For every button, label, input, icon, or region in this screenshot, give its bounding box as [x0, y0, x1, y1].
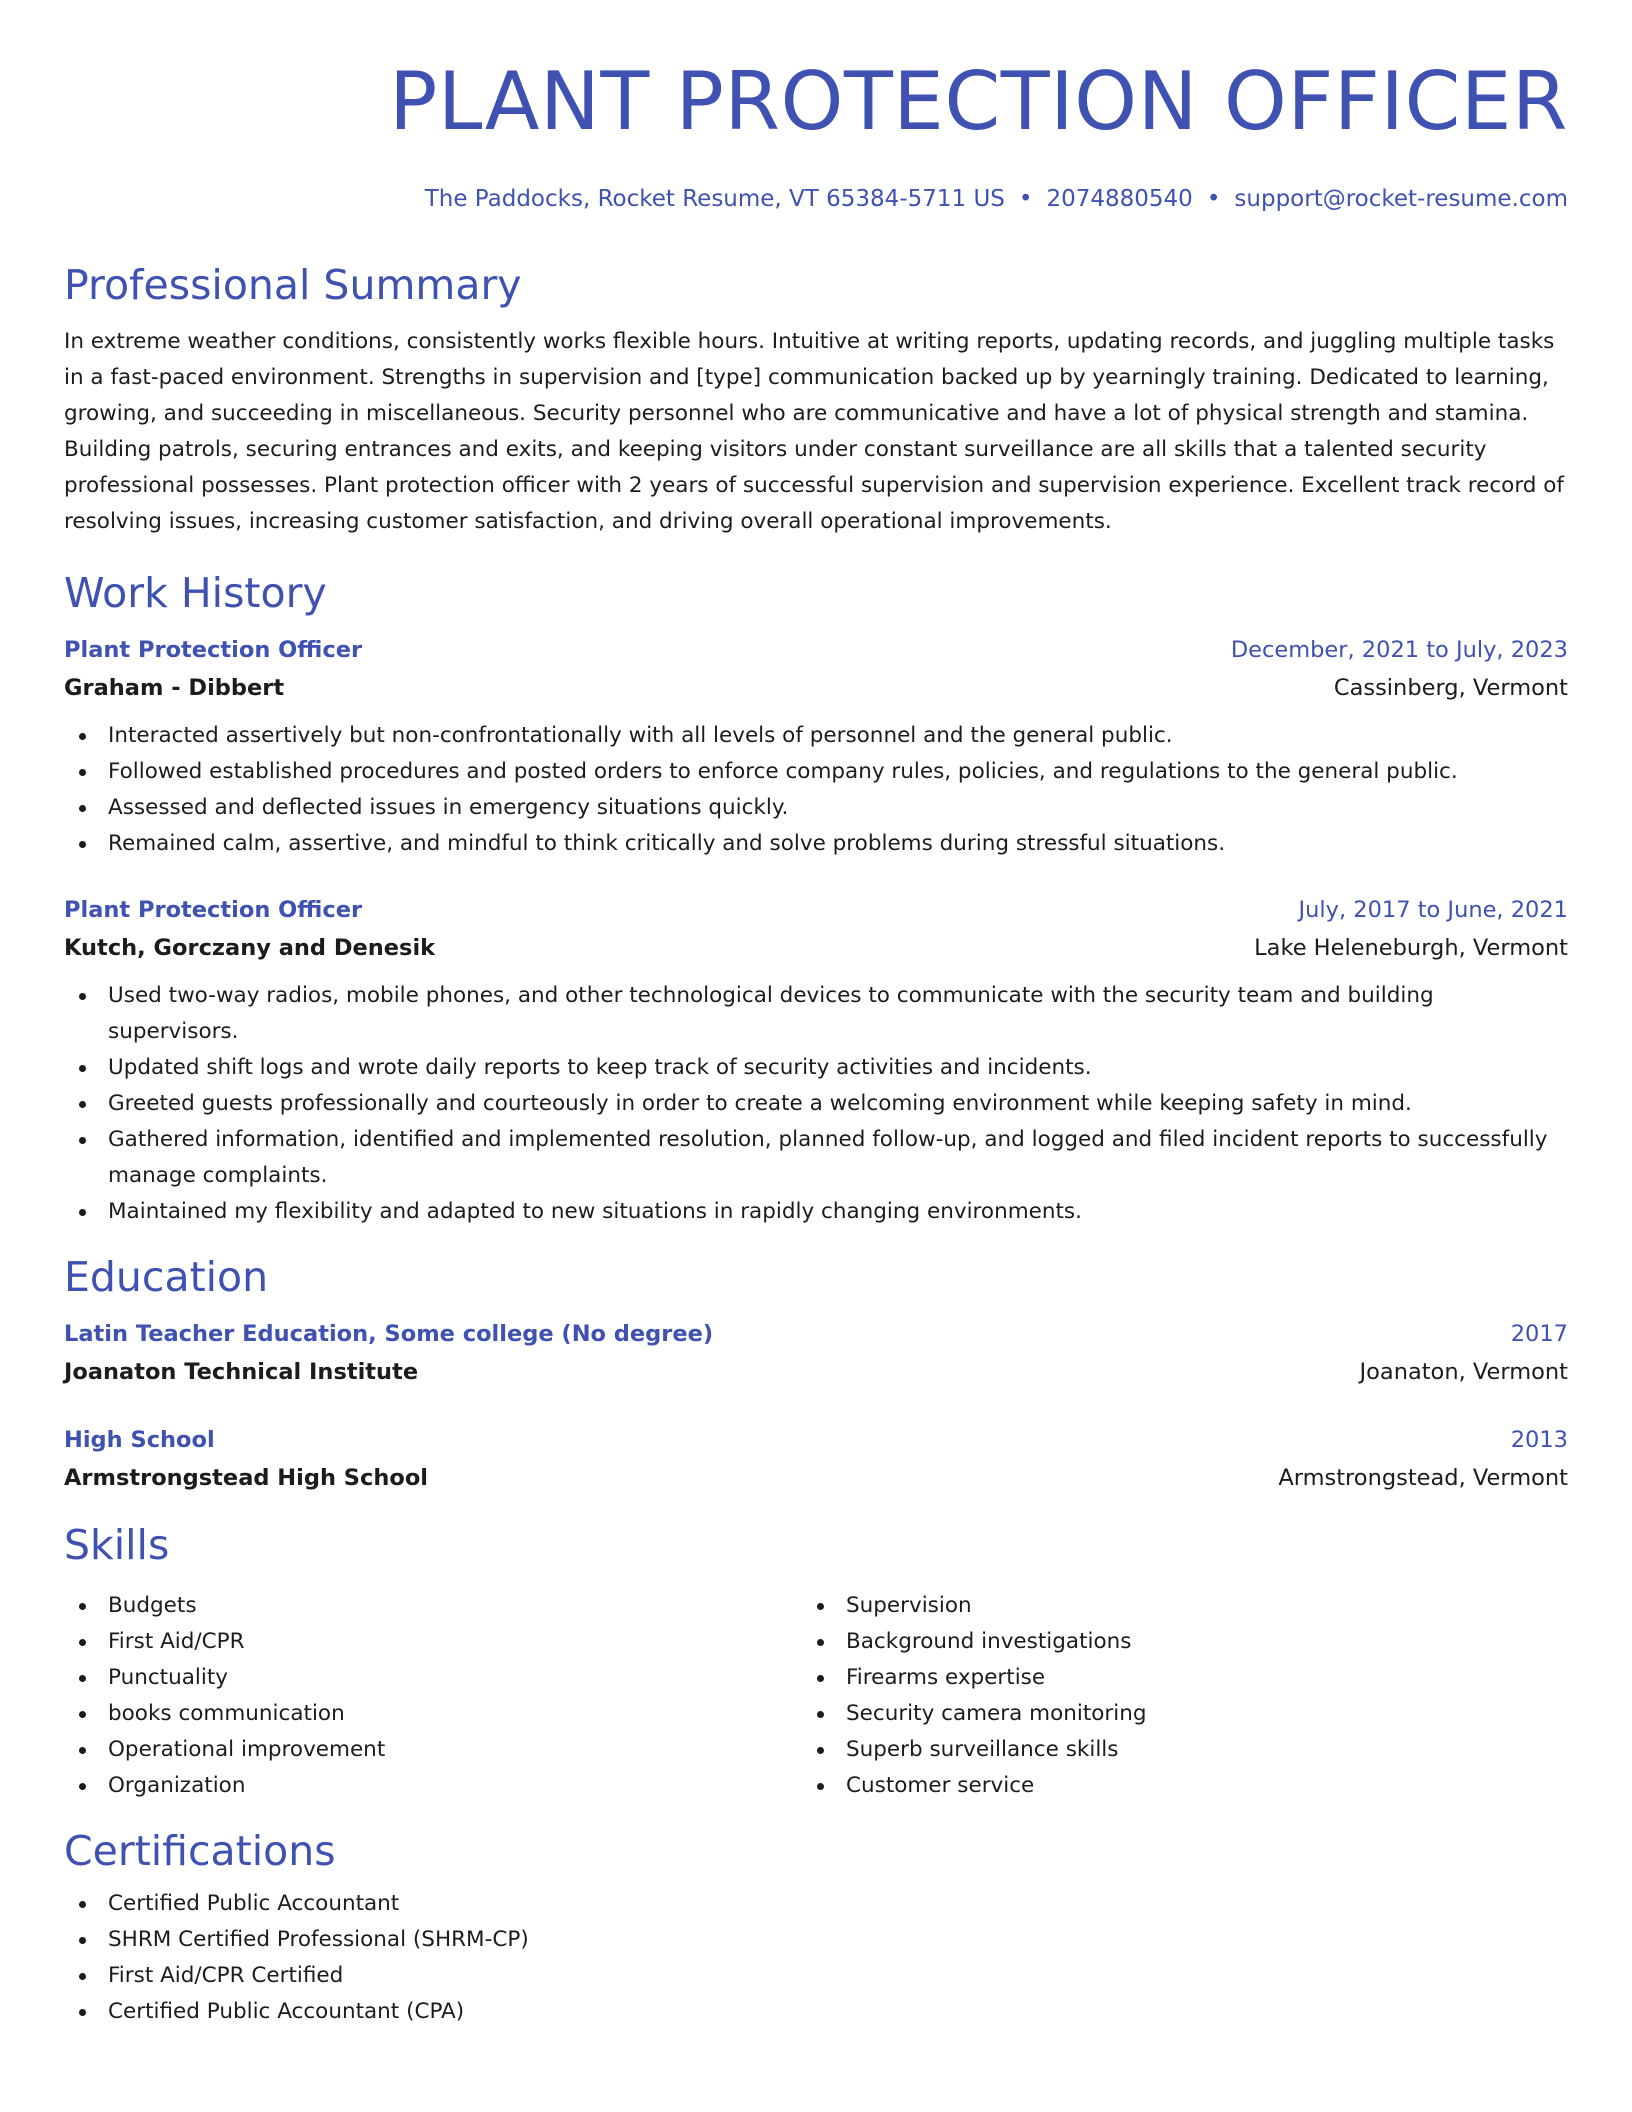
skill-item: Background investigations	[802, 1624, 1568, 1660]
education-heading: Education	[64, 1253, 269, 1301]
contact-separator: •	[1206, 186, 1221, 212]
skill-item: Customer service	[802, 1768, 1568, 1804]
education-school: Armstrongstead High School	[64, 1465, 428, 1491]
work-history-heading: Work History	[64, 569, 327, 617]
list-item: Interacted assertively but non-confrontationally with all levels of personnel and the general public.	[64, 718, 1568, 754]
contact-separator: •	[1018, 186, 1033, 212]
skill-item: books communication	[64, 1696, 802, 1732]
contact-line	[64, 184, 1568, 214]
skill-item: Supervision	[802, 1588, 1568, 1624]
education-school-row	[64, 1352, 1568, 1392]
summary-text: In extreme weather conditions, consistently works flexible hours. Intuitive at writing reports, updating records, and juggling multiple tasks in a fast-paced environment. Strengths in supervision and [type] communication backed up by yearningly training. Dedicated to learning, growing, and succeeding in miscellaneous. Security personnel who are communicative and have a lot of physical strength and stamina. Building patrols, securing entrances and exits, and keeping visitors under constant surveillance are all skills that a talented security professional possesses. Plant protection officer with 2 years of successful supervision and supervision experience. Excellent track record of resolving issues, increasing customer satisfaction, and driving overall operational improvements.	[64, 329, 1564, 534]
job-bullets	[64, 718, 1568, 862]
candidate-name: PLANT PROTECTION OFFICER	[389, 55, 1568, 148]
education-degree: High School	[64, 1427, 215, 1453]
education-degree: Latin Teacher Education, Some college (No degree)	[64, 1321, 714, 1347]
skill-item: Security camera monitoring	[802, 1696, 1568, 1732]
education-location: Armstrongstead, Vermont	[1278, 1465, 1568, 1491]
skills-list-left	[64, 1588, 802, 1804]
education-location: Joanaton, Vermont	[1359, 1359, 1568, 1385]
job-header-row	[64, 632, 1568, 668]
job-location: Lake Heleneburgh, Vermont	[1254, 935, 1568, 961]
job-company-row	[64, 928, 1568, 968]
skill-item: Operational improvement	[64, 1732, 802, 1768]
education-school-row	[64, 1458, 1568, 1498]
job-company: Kutch, Gorczany and Denesik	[64, 935, 436, 961]
education-year: 2017	[1510, 1321, 1568, 1347]
list-item: Maintained my flexibility and adapted to new situations in rapidly changing environments.	[64, 1194, 1568, 1230]
certifications-heading: Certifications	[64, 1827, 336, 1875]
list-item: Used two-way radios, mobile phones, and other technological devices to communicate with the security team and building supervisors.	[64, 978, 1568, 1050]
job-title: Plant Protection Officer	[64, 637, 363, 663]
skills-heading: Skills	[64, 1521, 170, 1569]
job-title: Plant Protection Officer	[64, 897, 363, 923]
certification-item: First Aid/CPR Certified	[64, 1958, 1568, 1994]
skills-grid	[64, 1588, 1568, 1804]
list-item: Followed established procedures and posted orders to enforce company rules, policies, and regulations to the general public.	[64, 754, 1568, 790]
job-company-row	[64, 668, 1568, 708]
summary-heading: Professional Summary	[64, 261, 522, 309]
skill-item: Organization	[64, 1768, 802, 1804]
certification-item: Certified Public Accountant	[64, 1886, 1568, 1922]
certification-item: SHRM Certified Professional (SHRM-CP)	[64, 1922, 1568, 1958]
skill-item: Budgets	[64, 1588, 802, 1624]
contact-phone[interactable]: 2074880540	[1046, 186, 1193, 212]
skill-item: Firearms expertise	[802, 1660, 1568, 1696]
job-company: Graham - Dibbert	[64, 675, 285, 701]
education-header-row	[64, 1422, 1568, 1458]
job-location: Cassinberg, Vermont	[1333, 675, 1568, 701]
education-entry	[64, 1422, 1568, 1498]
job-entry	[64, 632, 1568, 862]
education-school: Joanaton Technical Institute	[64, 1359, 419, 1385]
list-item: Greeted guests professionally and courteously in order to create a welcoming environment while keeping safety in mind.	[64, 1086, 1568, 1122]
skill-item: First Aid/CPR	[64, 1624, 802, 1660]
skill-item: Punctuality	[64, 1660, 802, 1696]
education-year: 2013	[1510, 1427, 1568, 1453]
job-entry	[64, 892, 1568, 1230]
job-bullets	[64, 978, 1568, 1230]
contact-email[interactable]: support@rocket-resume.com	[1234, 186, 1568, 212]
list-item: Remained calm, assertive, and mindful to think critically and solve problems during stressful situations.	[64, 826, 1568, 862]
skill-item: Superb surveillance skills	[802, 1732, 1568, 1768]
job-dates: December, 2021 to July, 2023	[1230, 637, 1568, 663]
contact-address: The Paddocks, Rocket Resume, VT 65384-5711 US	[424, 186, 1005, 212]
list-item: Assessed and deflected issues in emergency situations quickly.	[64, 790, 1568, 826]
list-item: Gathered information, identified and implemented resolution, planned follow-up, and logged and filed incident reports to successfully manage complaints.	[64, 1122, 1568, 1194]
skills-list-right	[802, 1588, 1568, 1804]
job-header-row	[64, 892, 1568, 928]
education-header-row	[64, 1316, 1568, 1352]
certification-item: Certified Public Accountant (CPA)	[64, 1994, 1568, 2030]
education-entry	[64, 1316, 1568, 1392]
certifications-list	[64, 1886, 1568, 2030]
job-dates: July, 2017 to June, 2021	[1298, 897, 1568, 923]
list-item: Updated shift logs and wrote daily reports to keep track of security activities and incidents.	[64, 1050, 1568, 1086]
